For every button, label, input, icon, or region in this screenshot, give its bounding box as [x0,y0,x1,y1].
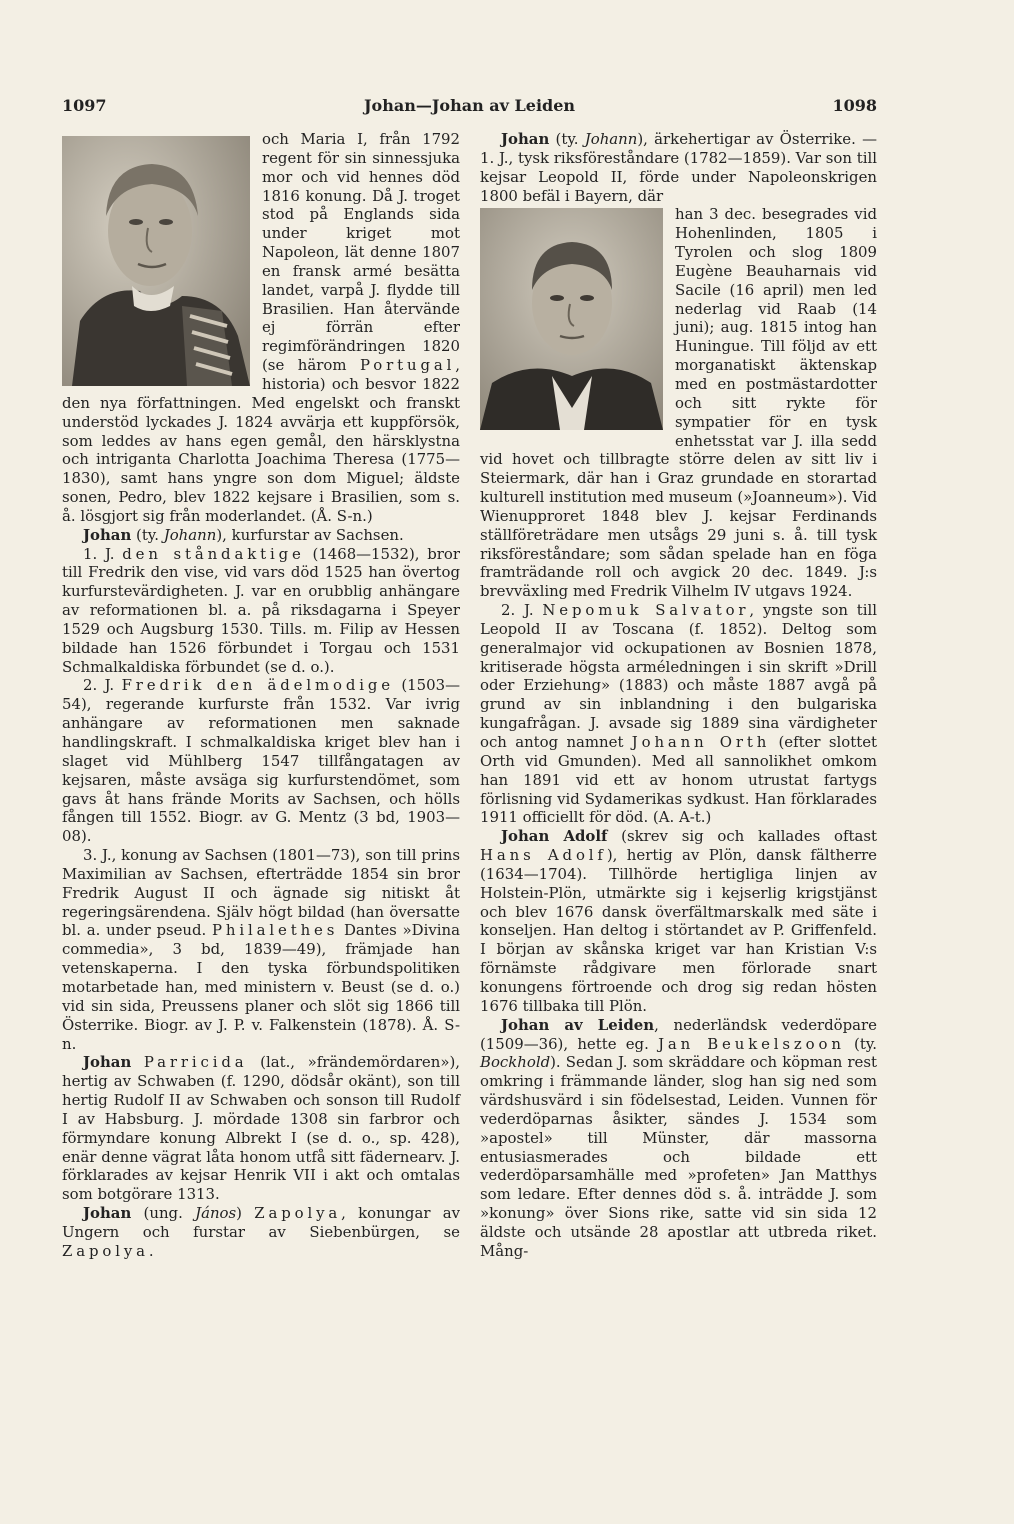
entry-johan-sachsen: Johan (ty. Johann), kurfurstar av Sachsen. [83,525,404,544]
portrait-archduke-johann [480,208,663,430]
entry-johan-zapolya: Johan (ung. János) Zapolya, konungar av Ungern och furstar av Siebenbürgen, se Zapolya. [62,1204,460,1260]
portrait-icon [480,208,663,430]
portrait-john-vi-of-portugal [62,136,250,386]
portrait-icon [62,136,250,386]
entry-johan-nepomuk-salvator: 2. J. Nepomuk Salvator, yngste son till Leopold II av Toscana (f. 1852). Deltog som generalmajor vid ockupationen av Bosnien 1878, kritiserade högsta arméledningen i sin skrift »Drill oder Erziehung» (1883) och måste 1887 avgå på grund av sin inblandning i den bulgariska kungafrågan. J. avsade sig 1889 sina värdigheter och antog namnet Johann Orth (efter slottet Orth vid Gmunden). Med all sannolikhet omkom han 1891 vid ett av honom utrustat fartygs förlisning vid Sydamerikas sydkust. Han förklarades 1911 officiellt för död. (A. A-t.) [480,601,877,827]
page-number-right: 1098 [832,96,877,115]
entry-johan-den-standaktige: 1. J. den ståndaktige (1468—1532), bror till Fredrik den vise, vid vars död 1525 han övertog kurfurstevärdigheten. J. var en orubblig anhängare av reformationen bl. a. på riksdagarna i Speyer 1529 och Augsburg 1530. Tills. m. Filip av Hessen bildade han 1526 förbundet i Torgau och 1531 Schmalkaldiska förbundet (se d. o.). [62,544,460,676]
running-title: Johan—Johan av Leiden [363,96,576,115]
entry-johan-portugal-continued: och Maria I, från 1792 regent för sin sinnessjuka mor och vid hennes död 1816 konung. Då J. troget stod på Englands sida under kriget mot Napoleon, lät denne 1807 en fransk armé besätta landet, varpå J. flydde till Brasilien. Han återvände ej förrän efter regimförändringen 1820 (se härom Portugal, historia) och besvor 1822 den nya författningen. Med engelskt och franskt understöd lyckades J. 1824 avvärja ett kuppförsök, som leddes av hans egen gemål, den härsklystna och intriganta Charlotta Joachima Theresa (1775—1830), samt hans yngre son dom Miguel; äldste sonen, Pedro, blev 1822 kejsare i Brasilien, som s. å. lösgjort sig från moderlandet. (Å. S-n.) [62,130,460,525]
entry-johan-osterrike: Johan (ty. Johann), ärkehertigar av Österrike. — 1. J., tysk riksföreståndare (1782—1859). Var son till kejsar Leopold II, förde under Napoleonskrigen 1800 befäl i Bayern, där han 3 dec. besegrades vid Hohenlinden, 1805 i Tyrolen och slog 1809 Eugène Beauharnais vid Sacile (16 april) men led nederlag vid Raab (14 juni); aug. 1815 intog han Huningue. Till följd av ett morganatiskt äktenskap med en postmästardotter och sitt rykte för sympatier för en tysk enhetsstat var J. illa sedd vid hovet och tillbragte större delen av sitt liv i Steiermark, där han i Graz grundade en storartad kulturell institution med museum (»Joanneum»). Vid Wienupproret 1848 blev J. kejsar Ferdinands ställföreträdare men utsågs 29 juni s. å. till tysk riksföreståndare; som sådan spelade han en föga framträdande roll och avgick 20 dec. 1849. J:s brevväxling med Fredrik Vilhelm IV utgavs 1924. [480,130,877,601]
entry-johan-konung-sachsen: 3. J., konung av Sachsen (1801—73), son till prins Maximilian av Sachsen, efterträdde 1854 sin bror Fredrik August II och ägnade sig nitiskt åt regeringsärendena. Själv högt bildad (han översatte bl. a. under pseud. Philalethes Dantes »Divina commedia», 3 bd, 1839—49), främjade han vetenskaperna. I den tyska förbundspolitiken motarbetade han, med ministern v. Beust (se d. o.) vid sin sida, Preussens planer och slöt sig 1866 till Österrike. Biogr. av J. P. v. Falkenstein (1878). Å. S-n. [62,846,460,1053]
entry-johan-adolf: Johan Adolf (skrev sig och kallades oftast Hans Adolf), hertig av Plön, dansk fältherre (1634—1704). Tillhörde hertigliga linjen av Holstein-Plön, utmärkte sig i kejserlig krigstjänst och blev 1676 dansk överfältmarskalk med säte i konseljen. Han deltog i störtandet av P. Griffenfeld. I början av skånska kriget var han Kristian V:s förnämste rådgivare men förlorade snart konungens förtroende och drog sig redan hösten 1676 tillbaka till Plön. [480,827,877,1015]
column-left [62,130,460,1261]
page-number-left: 1097 [62,96,107,115]
entry-johan-fredrik: 2. J. Fredrik den ädelmodige (1503—54), regerande kurfurste från 1532. Var ivrig anhängare av reformationen men saknade handlingskraft. I schmalkaldiska kriget blev han i slaget vid Mühlberg 1547 tillfångatagen av kejsaren, måste avsäga sig kurfurstendömet, som gavs åt hans frände Morits av Sachsen, och hölls fången till 1552. Biogr. av G. Mentz (3 bd, 1903—08). [62,676,460,846]
column-right [480,130,877,1261]
entry-johan-parricida: Johan Parricida (lat., »frändemördaren»), hertig av Schwaben (f. 1290, dödsår okänt), son till hertig Rudolf II av Schwaben och sonson till Rudolf I av Habsburg. J. mördade 1308 sin farbror och förmyndare konung Albrekt I (se d. o., sp. 428), enär denne vägrat låta honom utfå sitt fädernearv. J. förklarades av kejsar Henrik VII i akt och omtalas som botgörare 1313. [62,1053,460,1204]
page-header [62,96,877,122]
entry-johan-av-leiden: Johan av Leiden, nederländsk vederdöpare (1509—36), hette eg. Jan Beukelszoon (ty. Bockhold). Sedan J. som skräddare och köpman rest omkring i främmande länder, slog han sig ned som värdshusvärd i sin födelsestad, Leiden. Vunnen för vederdöparnas åsikter, sändes J. 1534 som »apostel» till Münster, där massorna entusiasmerades och bildade ett vederdöparsamhälle med »profeten» Jan Matthys som ledare. Efter dennes död s. å. inträdde J. som »konung» över Sions rike, satte vid sin sida 12 äldste och utsände 28 apostlar att utbreda riket. Mång- [480,1015,877,1260]
